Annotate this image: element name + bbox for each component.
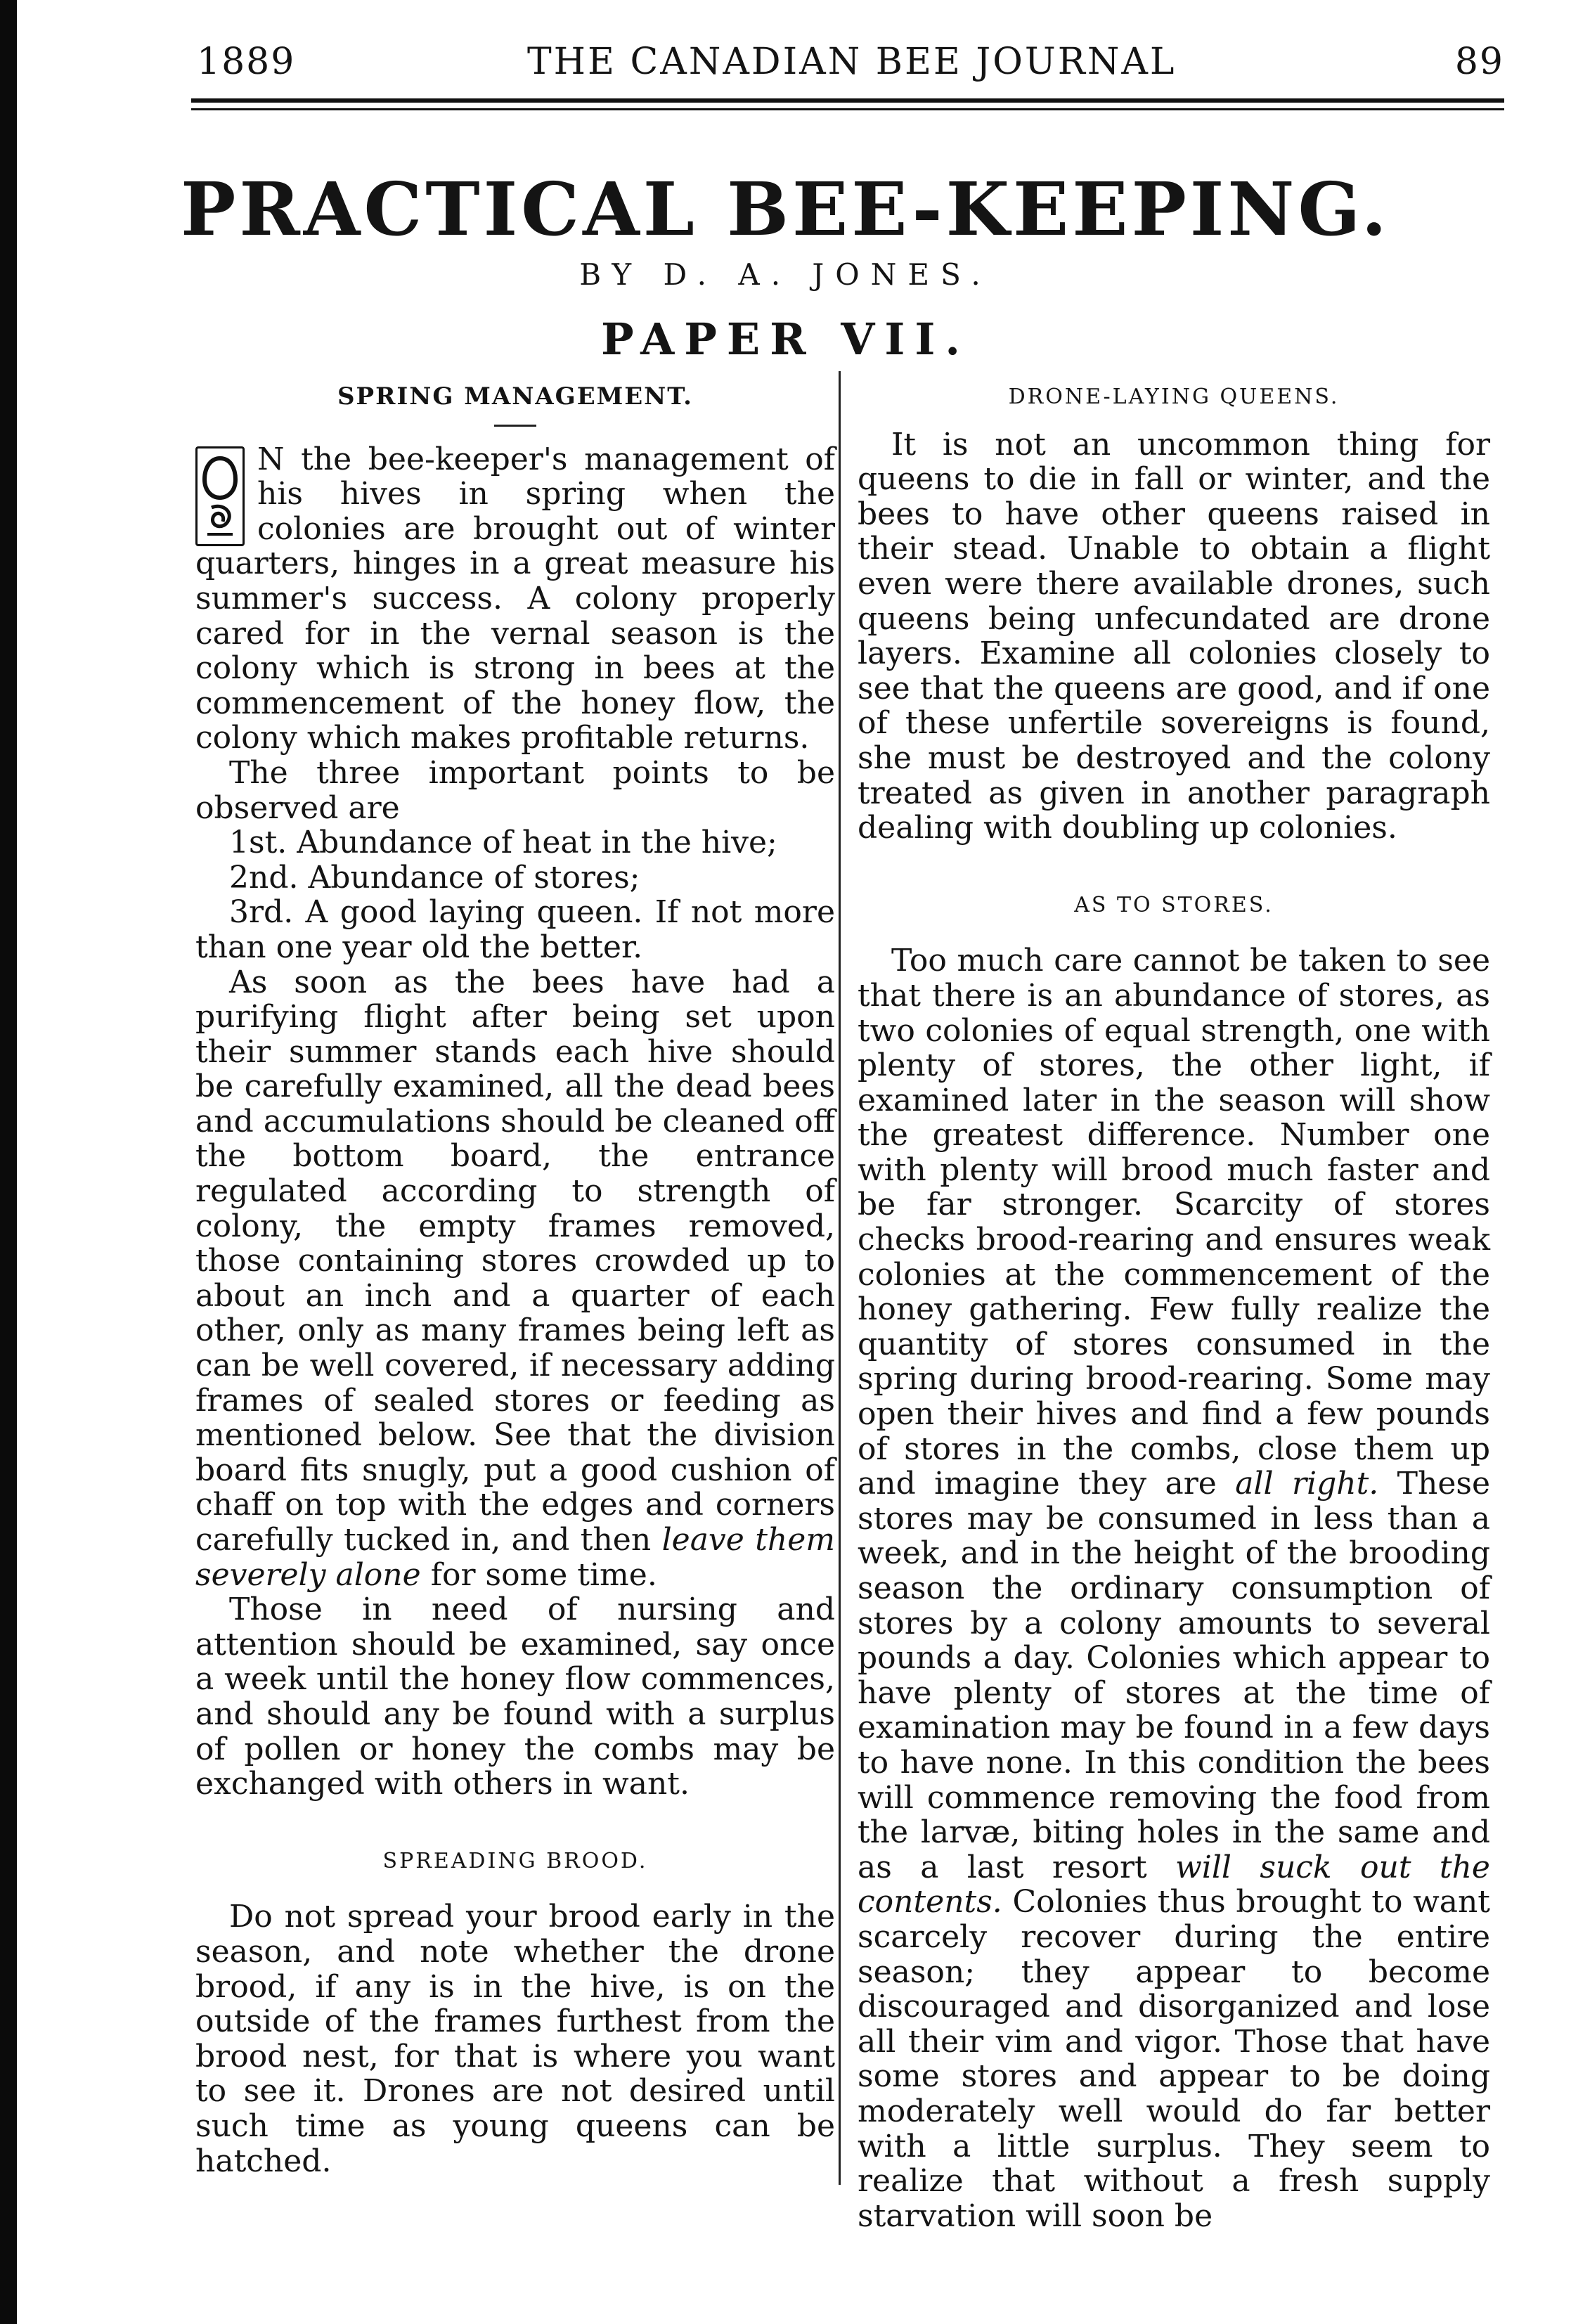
paragraph-stores-middle: These stores may be consumed in less than a week, and in the height of the brooding season the ordinary consumption of stores by a colony amounts to several pounds a day. Colonies which appear to have plenty of stores at the time of examination may be found in a few days to have none. In this condition the bees will commence removing the food from the larvæ, biting holes in the same and as a last resort: [858, 1466, 1491, 1885]
list-item-queen: 3rd. A good laying queen. If not more than one year old the better.: [195, 894, 835, 965]
section-spacer: [195, 1878, 835, 1899]
running-header: [197, 41, 1504, 90]
section-spacer: [858, 415, 1490, 427]
emphasis-suck-out: will suck out the contents.: [858, 1849, 1490, 1920]
section-heading-spreading-brood: SPREADING BROOD.: [382, 1848, 648, 1873]
article-byline: BY D. A. JONES.: [579, 257, 992, 292]
section-heading-as-to-stores: AS TO STORES.: [1074, 892, 1274, 917]
paragraph-intro-text: N the bee-keeper's management of his hives in spring when the colonies are brought out of winter quarters, hinges in a great measure his summer's success. A colony properly cared for in the vernal season is the colony which is strong in bees at the commencement of the honey flow, the colony which makes profitable returns.: [195, 441, 835, 756]
article-title: PRACTICAL BEE-KEEPING.: [181, 166, 1390, 252]
left-column: [195, 380, 835, 2178]
paragraph-nursing: Those in need of nursing and attention should be examined, say once a week until the honey flow commences, and should any be found with a surplus of pollen or honey the combs may be exchanged with others in want.: [195, 1592, 835, 1802]
header-rule-thin: [191, 108, 1504, 110]
paragraph-stores-end: Colonies thus brought to want scarcely recover during the entire season; they appear to become discouraged and disorganized and lose all their vim and vigor. Those that have some stores and appear to be doing moderately well would do far better with a little surplus. They seem to realize that without a fresh supply starvation will soon be: [858, 1884, 1490, 2234]
header-year: 1889: [197, 41, 296, 83]
section-heading-drone-laying-queens: DRONE-LAYING QUEENS.: [1008, 385, 1340, 409]
header-journal-title: THE CANADIAN BEE JOURNAL: [527, 41, 1177, 83]
paragraph-examination-text: As soon as the bees have had a purifying flight after being set upon their summer stands each hive should be carefully examined, all the dead bees and accumulations should be cleaned off the bottom board, the entrance regulated according to strength of colony, the empty frames removed, those containing stores crowded up to about an inch and a quarter of each other, only as many frames being left as can be well covered, if necessary adding frames of sealed stores or feeding as mentioned below. See that the division board fits snugly, put a good cushion of chaff on top with the edges and corners carefully tucked in, and then: [195, 964, 835, 1558]
heading-short-rule: [494, 425, 536, 427]
header-page-number: 89: [1454, 41, 1504, 83]
paragraph-examination-end: for some time.: [430, 1556, 657, 1593]
paper-number-label: PAPER VII.: [601, 314, 970, 365]
paragraph-important-points: The three important points to be observed are: [195, 754, 835, 826]
list-item-heat: 1st. Abundance of heat in the hive;: [229, 825, 777, 861]
paragraph-examination: [195, 965, 835, 1593]
section-spacer: [195, 1802, 835, 1844]
right-column: [858, 380, 1490, 2233]
emphasis-all-right: all right.: [1235, 1466, 1379, 1502]
paragraph-stores: [858, 943, 1490, 2233]
list-item-stores: 2nd. Abundance of stores;: [229, 859, 640, 896]
section-spacer: [858, 922, 1490, 943]
header-rule-thick: [191, 98, 1504, 103]
paragraph-intro: [195, 442, 835, 756]
paragraph-spreading-brood: Do not spread your brood early in the season, and note whether the drone brood, if any is in the hive, is on the outside of the frames furthest from the brood nest, for that is where you want to see it. Drones are not desired until such time as young queens can be hatched.: [195, 1899, 835, 2179]
column-divider: [839, 371, 841, 2185]
paragraph-drone-layers: It is not an uncommon thing for queens to die in fall or winter, and the bees to have other queens raised in their stead. Unable to obtain a flight even were there available drones, such queens being unfecundated are drone layers. Examine all colonies closely to see that the queens are good, and if one of these unfertile sovereigns is found, she must be destroyed and the colony treated as given in another paragraph dealing with doubling up colonies.: [858, 426, 1490, 846]
section-spacer: [858, 846, 1490, 888]
section-heading-spring-management: SPRING MANAGEMENT.: [337, 382, 694, 411]
drop-cap-ornament: [195, 446, 245, 546]
paragraph-stores-text: Too much care cannot be taken to see that there is an abundance of stores, as two colonies of equal strength, one with plenty of stores, the other light, if examined later in the season will show the greatest difference. Number one with plenty will brood much faster and be far stronger. Scarcity of stores checks brood-rearing and ensures weak colonies at the commencement of the honey gathering. Few fully realize the quantity of stores consumed in the spring during brood-rearing. Some may open their hives and find a few pounds of stores in the combs, close them up and imagine they are: [858, 943, 1490, 1502]
emphasis-leave-alone: leave them severely alone: [195, 1522, 835, 1593]
